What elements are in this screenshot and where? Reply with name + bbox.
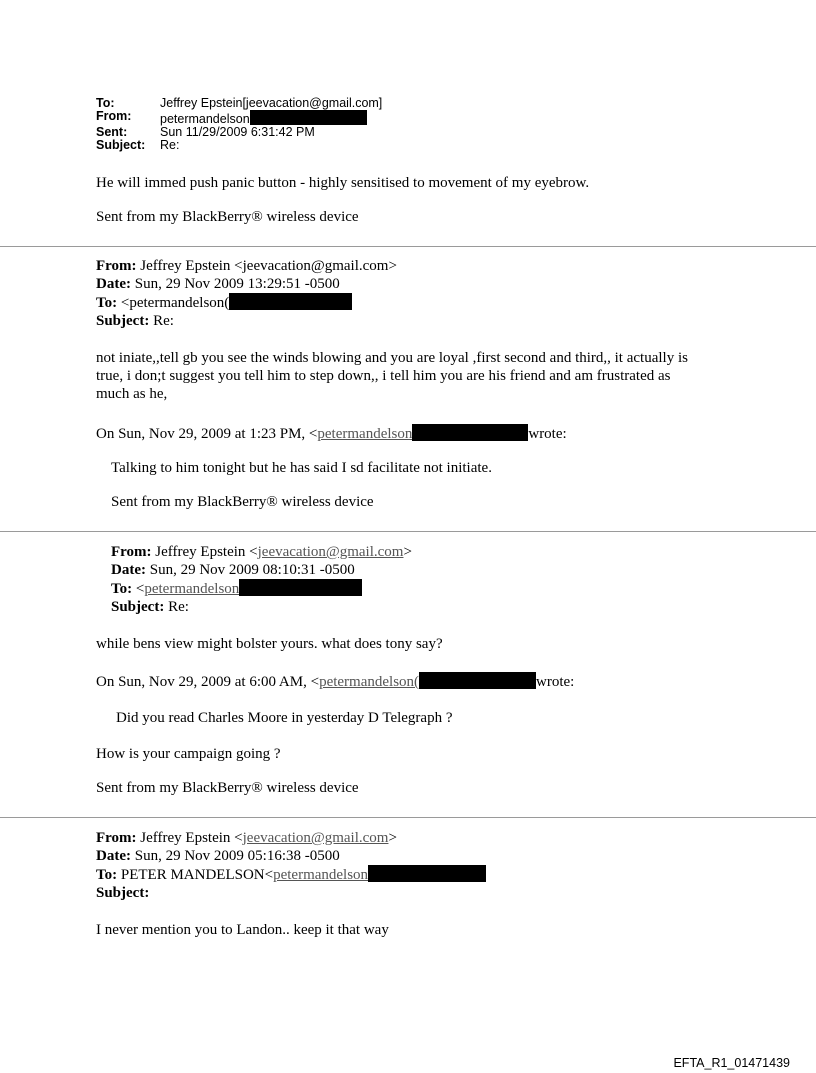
redaction-box [229,293,352,310]
email-link[interactable]: jeevacation@gmail.com [257,544,404,560]
email-link[interactable]: jeevacation@gmail.com [242,830,389,846]
message-body: while bens view might bolster yours. what does tony say? [96,636,443,652]
body-line: much as he, [96,386,168,402]
from-value [160,110,382,126]
from-label: From: [96,258,137,274]
from-prefix: Jeffrey Epstein < [140,830,243,846]
from-label: From: [96,830,137,846]
date-line [96,275,397,293]
date-line [96,847,486,865]
email-link[interactable]: petermandelson( [319,674,420,690]
from-label: From: [96,109,132,123]
subject-label: Subject: [96,138,146,152]
signature: Sent from my BlackBerry® wireless device [96,209,359,225]
message-body: He will immed push panic button - highly sensitised to movement of my eyebrow. [96,175,590,191]
to-value: <petermandelson( [120,295,230,311]
from-line [96,257,397,275]
subject-value: Re: [153,313,174,329]
to-value: Jeffrey Epstein[jeevacation@gmail.com] [160,96,383,110]
date-label: Date: [111,562,146,578]
from-suffix: > [403,544,412,560]
quoted-signature: Sent from my BlackBerry® wireless device [111,494,374,510]
email-link[interactable]: petermandelson [144,581,240,597]
to-line [96,293,397,312]
subject-label: Subject: [96,313,150,329]
quoted-body: Talking to him tonight but he has said I sd facilitate not initiate. [111,460,492,476]
to-prefix: PETER MANDELSON< [120,867,274,883]
date-value: Sun, 29 Nov 2009 08:10:31 -0500 [149,562,355,578]
date-value: Sun, 29 Nov 2009 13:29:51 -0500 [134,276,340,292]
subject-line [111,598,412,616]
quoted-signature: Sent from my BlackBerry® wireless device [96,780,359,796]
document-id: EFTA_R1_01471439 [673,1056,790,1070]
to-label: To: [111,581,133,597]
from-line [111,543,412,561]
from-line [96,829,486,847]
to-label: To: [96,295,118,311]
date-label: Date: [96,276,131,292]
email-link[interactable]: petermandelson [317,426,413,442]
email-link[interactable]: petermandelson [273,867,369,883]
sent-label: Sent: [96,125,128,139]
quote-prefix: On Sun, Nov 29, 2009 at 1:23 PM, < [96,426,318,442]
quote-attribution [96,424,567,443]
quote-attribution [96,672,574,691]
sent-value: Sun 11/29/2009 6:31:42 PM [160,125,315,139]
message-body [96,349,688,403]
to-prefix: < [135,581,145,597]
from-suffix: > [388,830,397,846]
subject-value: Re: [160,138,180,152]
quoted-body: How is your campaign going ? [96,746,281,762]
to-label: To: [96,867,118,883]
to-label: To: [96,96,115,110]
redaction-box [250,110,367,125]
message-body: I never mention you to Landon.. keep it that way [96,922,389,938]
divider [0,817,816,818]
divider [0,531,816,532]
quoted-header [111,543,412,616]
redaction-box [239,579,362,596]
from-prefix: Jeffrey Epstein < [155,544,258,560]
redaction-box [419,672,536,689]
body-line: not iniate,,tell gb you see the winds blowing and you are loyal ,first second and third,, it actually is [96,350,688,366]
divider [0,246,816,247]
quote-suffix: wrote: [528,426,567,442]
date-line [111,561,412,579]
from-value: Jeffrey Epstein <jeevacation@gmail.com> [140,258,397,274]
subject-line [96,884,486,902]
from-label: From: [111,544,152,560]
date-value: Sun, 29 Nov 2009 05:16:38 -0500 [134,848,340,864]
subject-label: Subject: [111,599,165,615]
redaction-box [412,424,528,441]
quoted-body: Did you read Charles Moore in yesterday D Telegraph ? [116,710,453,726]
subject-value: Re: [168,599,189,615]
to-line [111,579,412,598]
body-line: true, i don;t suggest you tell him to step down,, i tell him you are his friend and am frustrated as [96,368,671,384]
quoted-header [96,829,486,902]
date-label: Date: [96,848,131,864]
to-line [96,865,486,884]
quoted-header [96,257,397,330]
redaction-box [368,865,486,882]
quote-prefix: On Sun, Nov 29, 2009 at 6:00 AM, < [96,674,320,690]
top-email-header [96,97,382,152]
subject-label: Subject: [96,885,150,901]
quote-suffix: wrote: [536,674,575,690]
from-address: petermandelson [160,112,250,126]
subject-line [96,312,397,330]
